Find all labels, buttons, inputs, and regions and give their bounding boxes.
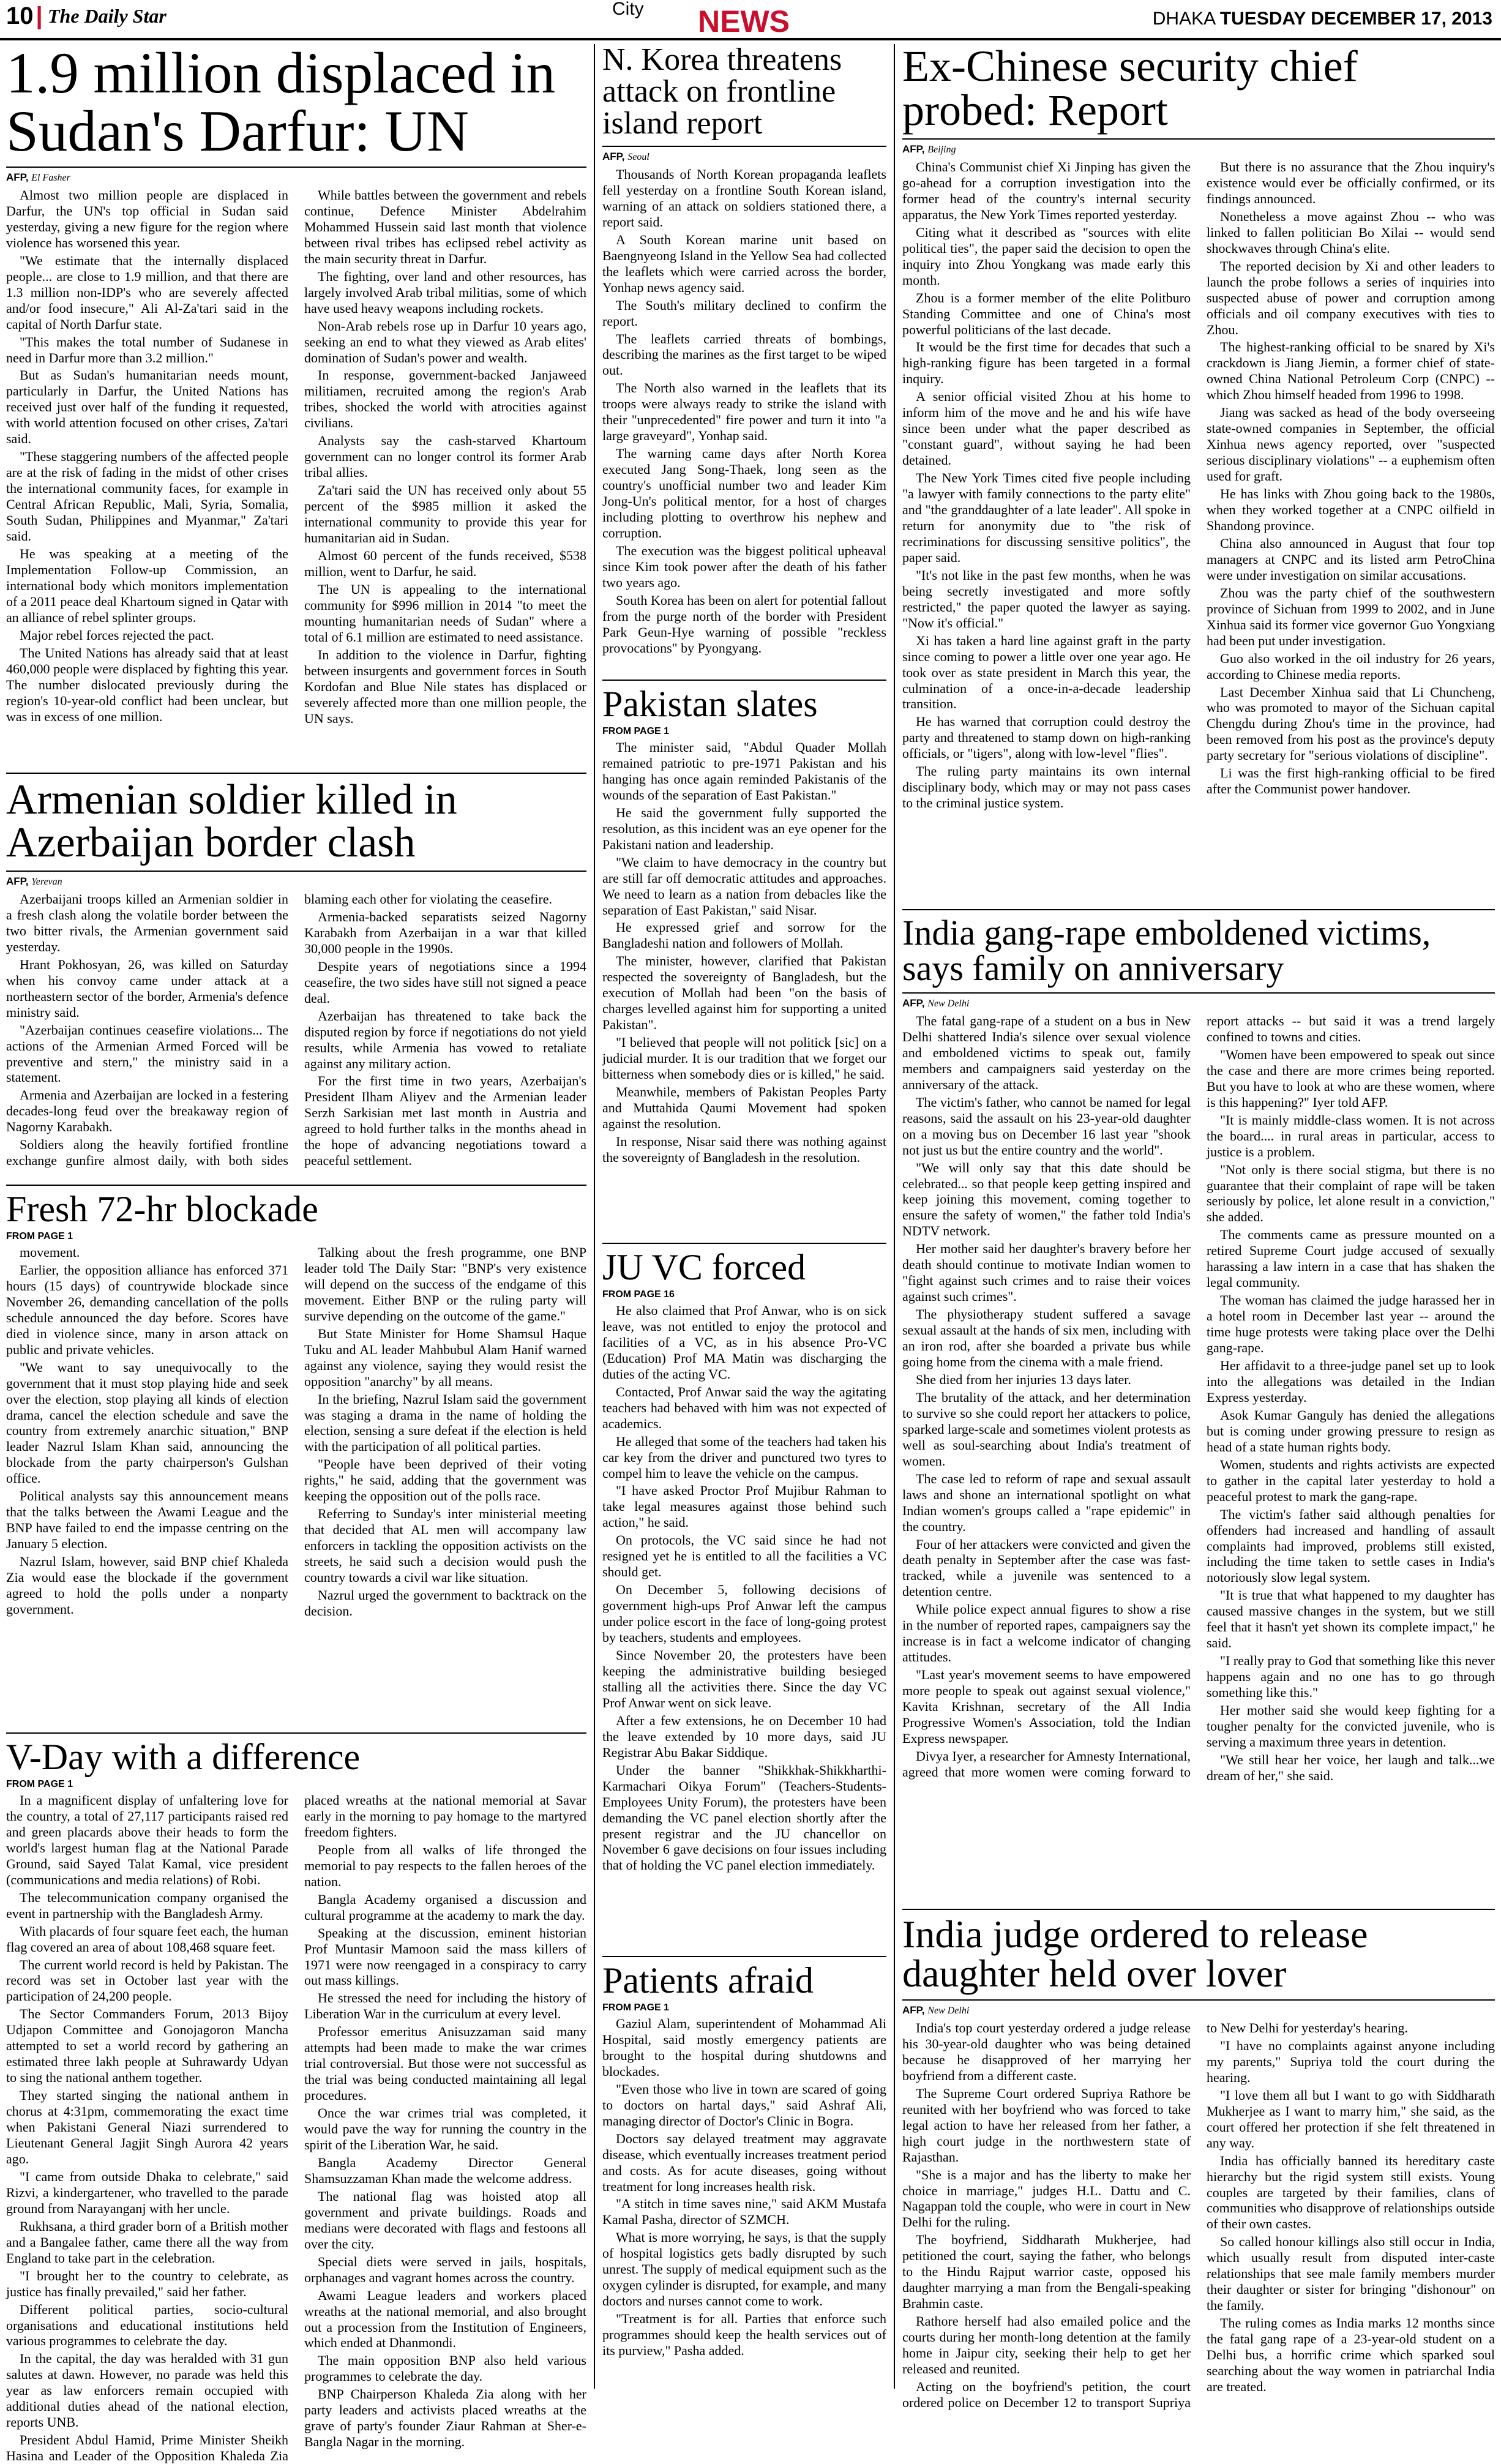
paragraph: "I have asked Proctor Prof Mujibur Rahman to take legal measures against those behind such action," he said. xyxy=(602,1483,886,1530)
paragraph: Nazrul urged the government to backtrack on the decision. xyxy=(304,1587,586,1619)
paragraph: Professor emeritus Anisuzzaman said many attempts had been made to make the war crimes trial controversial. But those were not successful as the trial was being conducted maintaining all legal procedures. xyxy=(304,2024,586,2103)
paragraph: Za'tari said the UN has received only about 55 percent of the $985 million it asked the international community to provide this year for humanitarian aid in Sudan. xyxy=(304,482,586,546)
headline: Ex-Chinese security chief probed: Report xyxy=(902,42,1358,135)
from-page: FROM PAGE 1 xyxy=(602,726,670,736)
paragraph: "I believed that people will not politick [sic] on a judicial murder. It is our tradition that we forget our bitterness when somebody dies or is killed," he said. xyxy=(602,1035,886,1082)
paragraph: Non-Arab rebels rose up in Darfur 10 years ago, seeking an end to what they viewed as Arab elites' domination of Sudan's power and wealth. xyxy=(304,318,586,365)
paragraph: President Abdul Hamid, Prime Minister Sheikh Hasina and Leader of the Opposition Khaleda Zia placed wreaths at the national memorial at Savar early in the morning to pay homage to the martyred freedom fighters. xyxy=(6,1792,586,2464)
paragraph: Earlier, the opposition alliance has enforced 371 hours (15 days) of countrywide blockade since November 26, demanding cancellation of the polls schedule announced the day before. Scores have died in violence since, many in arson attack on public and private vehicles. xyxy=(6,1262,288,1357)
paragraph: Xi has taken a hard line against graft in the party since coming to power a little over one year ago. He took over as state president in March this year, the culmination of a once-in-a-decade leadership transition. xyxy=(902,632,1191,712)
paragraph: Women, students and rights activists are expected to gather in the capital later yesterday to hold a peaceful protest to mark the gang-rape. xyxy=(1207,1456,1495,1504)
paragraph: The UN is appealing to the international community for $996 million in 2014 "to meet the mounting humanitarian needs of Sudan" where a total of 6.1 million are estimated to need assistance. xyxy=(304,581,586,645)
article-zhou xyxy=(902,44,1495,901)
headline: Armenian soldier killed in Azerbaijan border clash xyxy=(6,776,457,866)
paragraph: The New York Times cited five people including "a lawyer with family connections to the party elite" and "the granddaughter of a late leader". All spoke in return for anonymity due to "the risk of recriminations for discussing sensitive politics", the paper said. xyxy=(902,470,1191,565)
byline: AFP, New Delhi xyxy=(902,1999,1495,2017)
article-body xyxy=(602,2016,886,2359)
category-label: NEWS xyxy=(698,4,790,39)
paragraph: So called honour killings also still occur in India, which usually result from disputed inter-caste relationships that see male family members murder their daughter or sister for bringing "dishonour" on the family. xyxy=(1207,2234,1495,2313)
page-number: 10 | xyxy=(6,2,43,29)
paragraph: Soldiers along the heavily fortified frontline exchange gunfire almost daily, with both sides blaming each other for violating the ceasefire. xyxy=(6,891,552,1169)
article-india-judge xyxy=(902,1909,1495,2410)
paragraph: What is more worrying, he says, is that the supply of hospital logistics gets badly disrupted by such unrest. The supply of medical equipment such as the oxygen cylinder is disrupted, for example, and many doctors and nurses cannot come to work. xyxy=(602,2230,886,2309)
paragraph: "We still hear her voice, her laugh and talk...we dream of her," she said. xyxy=(1207,1751,1495,1783)
paragraph: Talking about the fresh programme, one BNP leader told The Daily Star: "BNP's very existence will depend on the success of the endgame of this movement. Either BNP or the ruling party will survive depending on the outcome of the game." xyxy=(304,1245,586,1324)
paragraph: It would be the first time for decades that such a high-ranking figure has been targeted in a formal inquiry. xyxy=(902,339,1191,387)
paragraph: The highest-ranking official to be snared by Xi's crackdown is Jiang Jiemin, a former chief of state-owned China National Petroleum Corp (CNPC) -- which Zhou himself headed from 1996 to 1998. xyxy=(1207,339,1495,403)
paragraph: But State Minister for Home Shamsul Haque Tuku and AL leader Mahbubul Alam Hanif warned against any violence, saying they would resist the opposition "anarchy" by all means. xyxy=(304,1325,586,1389)
article-korea xyxy=(602,44,886,656)
paragraph: A senior official visited Zhou at his home to inform him of the move and he and his wife have since been under what the paper described as "constant guard", without saying he had been detained. xyxy=(902,389,1191,468)
paragraph: They started singing the national anthem in chorus at 4:31pm, commemorating the exact time when Pakistani General Niazi surrendered to Lieutenant General Jagjit Singh Aurora 42 years ago. xyxy=(6,2088,288,2166)
paragraph: The ruling comes as India marks 12 months since the fatal gang rape of a 23-year-old student on a Delhi bus, a horrific crime which sparked soul searching about the way women in patriarchal India are treated. xyxy=(1207,2315,1495,2394)
paragraph: The reported decision by Xi and other leaders to launch the probe follows a series of inquiries into suspected abuse of power and corruption among officials and oil company executives with ties to Zhou. xyxy=(1207,258,1495,337)
headline: Fresh 72-hr blockade xyxy=(6,1189,318,1229)
column-rule xyxy=(894,44,895,2389)
column-rule xyxy=(594,44,595,2389)
paragraph: The North also warned in the leaflets that its troops were always ready to strike the island with their "unprecedented" fire power and turn it into "a large graveyard", Yonhap said. xyxy=(602,380,886,444)
paragraph: Jiang was sacked as head of the body overseeing state-owned companies in September, the official Xinhua news agency reported, over "suspected serious disciplinary violations" -- a euphemism often used for graft. xyxy=(1207,405,1495,484)
headline: JU VC forced xyxy=(602,1247,806,1287)
issue-date: DHAKA TUESDAY DECEMBER 17, 2013 xyxy=(1152,9,1492,29)
paragraph: On December 5, following decisions of government high-ups Prof Anwar left the campus under police escort in the face of long-going protest by teachers, students and employees. xyxy=(602,1582,886,1646)
paragraph: The main opposition BNP also held various programmes to celebrate the day. xyxy=(304,2353,586,2384)
article-body xyxy=(602,740,886,1166)
headline: India gang-rape emboldened victims, says family on anniversary xyxy=(902,913,1431,988)
paragraph: Speaking at the discussion, eminent historian Prof Muntasir Mamoon said the mass killers of 1971 were now reengaged in a conspiracy to carry out mass killings. xyxy=(304,1925,586,1988)
paragraph: He expressed grief and sorrow for the Bangladeshi nation and followers of Mollah. xyxy=(602,919,886,951)
paragraph: The current world record is held by Pakistan. The record was set in October last year with the participation of 24,200 people. xyxy=(6,1957,288,2004)
paragraph: While battles between the government and rebels continue, Defence Minister Abdelrahim Mohammed Hussein said last month that violence between rival tribes has eclipsed rebel activity as the main security threat in Darfur. xyxy=(304,187,586,266)
paragraph: The boyfriend, Siddharath Mukherjee, had petitioned the court, saying the father, who belongs to the Hindu Rajput warrior caste, opposed his daughter marrying a man from the Bengali-speaking Brahmin caste. xyxy=(902,2232,1191,2312)
paragraph: "Women have been empowered to speak out since the case and there are more crimes being reported. But you have to look at who are these women, where is this happening?" Iyer told AFP. xyxy=(1207,1046,1495,1110)
paragraph: Nazrul Islam, however, said BNP chief Khaleda Zia would ease the blockade if the government agreed to hold the polls under a nonparty government. xyxy=(6,1554,288,1617)
paragraph: Awami League leaders and workers placed wreaths at the national memorial, and also brought out a procession from the Institution of Engineers, which ended at Dhanmondi. xyxy=(304,2287,586,2351)
paragraph: Referring to Sunday's inter ministerial meeting that decided that AL men will accompany law enforcers in tackling the opposition activists on the streets, he said such a decision would push the country towards a civil war like situation. xyxy=(304,1506,586,1586)
paragraph: "Last year's movement seems to have empowered more people to speak out against sexual violence," Kavita Krishnan, secretary of the All India Progressive Women's Association, told the Indian Express newspaper. xyxy=(902,1667,1191,1746)
paragraph: People from all walks of life thronged the memorial to pay respects to the fallen heroes of the nation. xyxy=(304,1841,586,1889)
paragraph: In addition to the violence in Darfur, fighting between insurgents and government forces in South Kordofan and Blue Nile states has displaced or severely affected more than one million people, the UN says. xyxy=(304,646,586,726)
paragraph: Armenia and Azerbaijan are locked in a festering decades-long feud over the breakaway region of Nagorny Karabakh. xyxy=(6,1087,288,1135)
paragraph: Four of her attackers were convicted and given the death penalty in September after the case was fast-tracked, while a juvenile was sentenced to a detention centre. xyxy=(902,1536,1191,1600)
paragraph: He said the government fully supported the resolution, as this incident was an eye opener for the Pakistani nation and leadership. xyxy=(602,804,886,852)
paragraph: "A stitch in time saves nine," said AKM Mustafa Kamal Pasha, director of SZMCH. xyxy=(602,2196,886,2228)
article-pakistan xyxy=(602,680,886,1249)
headline: Pakistan slates xyxy=(602,684,818,724)
paragraph: The United Nations has already said that at least 460,000 people were displaced by fighting this year. The number dislocated previously during the region's 10-year-old conflict had been unclear, but was in excess of one million. xyxy=(6,645,288,724)
paragraph: In a magnificent display of unfaltering love for the country, a total of 27,117 participants raised red and green placards above their heads to form the world's largest human flag at the National Parade Ground, said Sayed Talat Kamal, vice president (communications and media relations) of Robi. xyxy=(6,1792,288,1887)
paragraph: Last December Xinhua said that Li Chuncheng, who was promoted to mayor of the Sichuan capital Chengdu during Zhou's time in the province, had been removed from his post as the province's deputy party secretary for "serious violations of discipline". xyxy=(1207,684,1495,763)
paragraph: Despite years of negotiations since a 1994 ceasefire, the two sides have still not signed a peace deal. xyxy=(304,958,586,1006)
paragraph: But as Sudan's humanitarian needs mount, particularly in Darfur, the United Nations has received just over half of the funding it requested, with world attention focused on other crises, Za'tari said. xyxy=(6,367,288,447)
headline: India judge ordered to release daughter held over lover xyxy=(902,1912,1368,1995)
paragraph: The fighting, over land and other resources, has largely involved Arab tribal militias, some of which have used heavy weapons including rockets. xyxy=(304,268,586,316)
paragraph: In response, Nisar said there was nothing against the sovereignty of Bangladesh in the resolution. xyxy=(602,1133,886,1165)
paragraph: "I brought her to the country to celebrate, as justice has finally prevailed," said her father. xyxy=(6,2267,288,2299)
paragraph: Major rebel forces rejected the pact. xyxy=(20,627,214,643)
paragraph: Thousands of North Korean propaganda leaflets fell yesterday on a frontline South Korean island, warning of an attack on soldiers stationed there, a report said. xyxy=(602,167,886,230)
paragraph: BNP Chairperson Khaleda Zia along with her party leaders and activists placed wreaths at the grave of party's founder Ziaur Rahman at Sher-e-Bangla Nagar in the morning. xyxy=(304,2386,586,2450)
paragraph: Her mother said she would keep fighting for a tougher penalty for the convicted juvenile, who is serving a maximum three years in detention. xyxy=(1207,1702,1495,1750)
paragraph: India has officially banned its hereditary caste hierarchy but the rigid system still exists. Young couples are targeted by their families, clans of communities who disapprove of relationships outside of their own castes. xyxy=(1207,2152,1495,2232)
paragraph: Different political parties, socio-cultural organisations and educational institutions held various programmes to celebrate the day. xyxy=(6,2301,288,2349)
paragraph: "We claim to have democracy in the country but are still far off democratic attitudes and approaches. We need to learn as a nation from debacles like the separation of East Pakistan," said Nisar. xyxy=(602,854,886,918)
paragraph: While police expect annual figures to show a rise in the number of reported rapes, campaigners say the increase is in fact a welcome indicator of changing attitudes. xyxy=(902,1601,1191,1665)
paragraph: Doctors say delayed treatment may aggravate disease, which eventually increases treatment period and costs. As for acute diseases, going without treatment for long increases health risk. xyxy=(602,2130,886,2194)
article-vday xyxy=(6,1732,586,2464)
paragraph: On protocols, the VC said since he had not resigned yet he is entitled to all the facilities a VC should get. xyxy=(602,1532,886,1580)
article-body xyxy=(902,2020,1495,2411)
article-ju-vc xyxy=(602,1243,886,1953)
paragraph: South Korea has been on alert for potential fallout from the purge north of the border with President Park Geun-Hye warning of possible "reckless provocations" by Pyongyang. xyxy=(602,592,886,656)
paragraph: But there is no assurance that the Zhou inquiry's existence would ever be officially confirmed, or its findings announced. xyxy=(1207,159,1495,206)
paragraph: The fatal gang-rape of a student on a bus in New Delhi shattered India's silence over sexual violence and emboldened victims to speak out, family members and campaigners said yesterday on the anniversary of the attack. xyxy=(902,1013,1191,1092)
paragraph: Analysts say the cash-starved Khartoum government can no longer control its former Arab tribal allies. xyxy=(304,433,586,481)
paragraph: "Treatment is for all. Parties that enforce such programmes should keep the health services out of its purview," Pasha added. xyxy=(602,2311,886,2359)
paragraph: He also claimed that Prof Anwar, who is on sick leave, was not entitled to enjoy the protocol and facilities of a VC, as in his absence Pro-VC (Education) Prof MA Matin was discharging the duties of the acting VC. xyxy=(602,1303,886,1382)
paragraph: The execution was the biggest political upheaval since Kim took power after the death of his father two years ago. xyxy=(602,542,886,590)
paragraph: Almost 60 percent of the funds received, $538 million, went to Darfur, he said. xyxy=(304,547,586,579)
paragraph: "We will only say that this date should be celebrated... so that people keep getting inspired and keep joining this movement, coming together to ensure the safety of women," the father told India's NDTV network. xyxy=(902,1159,1191,1239)
paragraph: The warning came days after North Korea executed Jang Song-Thaek, long seen as the country's unofficial number two and leader Kim Jong-Un's political mentor, for a host of charges including plotting to overthrow his nephew and corruption. xyxy=(602,446,886,541)
paragraph: "Not only is there social stigma, but there is no guarantee that their complaint of rape will be taken seriously by police, let alone result in a conviction," she added. xyxy=(1207,1161,1495,1225)
paragraph: The brutality of the attack, and her determination to survive so she could report her attackers to police, sparked large-scale and sometimes violent protests as well as soul-searching about India's treatment of women. xyxy=(902,1389,1191,1469)
paragraph: Divya Iyer, a researcher for Amnesty International, agreed that more women were coming forward to report attacks -- but said it was a trend largely confined to towns and cities. xyxy=(902,1013,1495,1780)
paragraph: "It is true that what happened to my daughter has caused massive changes in the system, but we still feel that it hasn't yet shown its complete impact," he said. xyxy=(1207,1587,1495,1651)
paragraph: The victim's father, who cannot be named for legal reasons, said the assault on his 23-year-old daughter on a moving bus on December 16 last year "shook not just us but the entire country and the world". xyxy=(902,1094,1191,1158)
paragraph: "These staggering numbers of the affected people are at the risk of fading in the midst of other crises the international community faces, for example in Central African Republic, Mali, Syria, Somalia, South Sudan, Philippines and Myanmar," Za'tari said. xyxy=(6,449,288,544)
paragraph: Rukhsana, a third grader born of a British mother and a Bangalee father, came there all the way from England to take part in the celebration. xyxy=(6,2218,288,2266)
article-gangrape xyxy=(902,909,1495,1907)
paragraph: The leaflets carried threats of bombings, describing the marines as the first target to be wiped out. xyxy=(602,331,886,378)
headline: N. Korea threatens attack on frontline island report xyxy=(602,42,842,141)
paragraph: He was speaking at a meeting of the Implementation Follow-up Commission, an international body which monitors implementation of a 2011 peace deal Khartoum signed in Qatar with an alliance of rebel splinter groups. xyxy=(6,545,288,625)
paragraph: Rathore herself had also emailed police and the courts during her month-long detention at the family home in Jaipur city, seeking their help to get her released and reunited. xyxy=(902,2313,1191,2377)
article-body xyxy=(6,891,586,1170)
paragraph: "I came from outside Dhaka to celebrate," said Rizvi, a kindergartener, who travelled to the parade ground from Narayanganj with her uncle. xyxy=(6,2168,288,2216)
from-page: FROM PAGE 1 xyxy=(6,1231,73,1241)
byline: AFP, Beijing xyxy=(902,138,1495,155)
masthead: The Daily Star xyxy=(48,5,167,27)
byline: AFP, New Delhi xyxy=(902,992,1495,1009)
paragraph: The comments came as pressure mounted on a retired Supreme Court judge accused of sexually harassing a law intern in a case that has shaken the legal community. xyxy=(1207,1227,1495,1290)
paragraph: India's top court yesterday ordered a judge release his 30-year-old daughter who was being detained because he disapproved of her marrying her boyfriend from a different caste. xyxy=(902,2020,1191,2083)
paragraph: The woman has claimed the judge harassed her in a hotel room in December last year -- around the time huge protests were taking place over the Delhi gang-rape. xyxy=(1207,1292,1495,1356)
paragraph: Contacted, Prof Anwar said the way the agitating teachers had behaved with him was not expected of academics. xyxy=(602,1384,886,1431)
paragraph: After a few extensions, he on December 10 had the leave extended by 10 more days, said JU Registrar Abu Bakar Siddique. xyxy=(602,1712,886,1760)
paragraph: China also announced in August that four top managers at CNPC and its listed arm PetroChina were under investigation on similar accusations. xyxy=(1207,535,1495,583)
paragraph: He alleged that some of the teachers had taken his car key from the driver and punctured two tyres to compel him to leave the vehicle on the campus. xyxy=(602,1433,886,1481)
paragraph: The case led to reform of rape and sexual assault laws and shone an international spotlight on what Indian women's groups called a "rape epidemic" in the country. xyxy=(902,1470,1191,1534)
paragraph: A South Korean marine unit based on Baengnyeong Island in the Yellow Sea had collected the leaflets which were carried across the border, Yonhap news agency said. xyxy=(602,231,886,295)
paragraph: Hrant Pokhosyan, 26, was killed on Saturday when his convoy came under attack at a northeastern sector of the border, Armenia's defence ministry said. xyxy=(6,956,288,1020)
paragraph: The South's military declined to confirm the report. xyxy=(602,297,886,329)
paragraph: Acting on the boyfriend's petition, the court ordered police on December 12 to transport Supriya to New Delhi for yesterday's hearing. xyxy=(902,2020,1408,2410)
paragraph: "People have been deprived of their voting rights," he said, adding that the government was keeping the opposition out of the polls race. xyxy=(304,1456,586,1504)
article-body xyxy=(6,1792,586,2464)
paragraph: The Sector Commanders Forum, 2013 Bijoy Udjapon Committee and Gonojagoron Mancha attempted to set a world record by gathering an estimated three lakh people at Suhrawardy Udyan to sing the national anthem together. xyxy=(6,2006,288,2086)
article-darfur xyxy=(6,40,586,760)
paragraph: Bangla Academy Director General Shamsuzzaman Khan made the welcome address. xyxy=(304,2154,586,2186)
paragraph: Her mother said her daughter's bravery before her death should continue to motivate Indian women to "fight against such crimes and to raise their voices against such crimes". xyxy=(902,1241,1191,1305)
paragraph: Asok Kumar Ganguly has denied the allegations but is coming under growing pressure to resign as head of a state human rights body. xyxy=(1207,1407,1495,1455)
paragraph: Citing what it described as "sources with elite political ties", the paper said the decision to open the inquiry into Zhou Yongkang was made early this month. xyxy=(902,224,1191,288)
article-armenia xyxy=(6,773,586,1183)
paragraph: The minister said, "Abdul Quader Mollah remained patriotic to pre-1971 Pakistan and his hanging has once again reminded Pakistanis of the wounds of the separation of East Pakistan." xyxy=(602,740,886,803)
article-body xyxy=(6,187,586,727)
paragraph: He has links with Zhou going back to the 1980s, when they worked together at a CNPC oilfield in Shandong province. xyxy=(1207,486,1495,533)
paragraph: "This makes the total number of Sudanese in need in Darfur more than 3.2 million." xyxy=(6,334,288,365)
paragraph: Azerbaijan has threatened to take back the disputed region by force if negotiations do not yield results, while Armenia has vowed to retaliate against any military action. xyxy=(304,1008,586,1071)
paragraph: Nonetheless a move against Zhou -- who was linked to fallen politician Bo Xilai -- would send shockwaves through China's elite. xyxy=(1207,208,1495,256)
paragraph: "It is mainly middle-class women. It is not across the board.... in rural areas in particular, access to justice is a problem. xyxy=(1207,1112,1495,1159)
paragraph: Zhou is a former member of the elite Politburo Standing Committee and one of China's most powerful politicians of the last decade. xyxy=(902,290,1191,337)
headline: 1.9 million displaced in Sudan's Darfur: UN xyxy=(6,40,556,163)
paragraph: He has warned that corruption could destroy the party and threatened to stamp down on high-ranking officials, or "tigers", along with low-level "flies". xyxy=(902,714,1191,762)
paragraph: He stressed the need for including the history of Liberation War in the curriculum at every level. xyxy=(304,1990,586,2022)
paragraph: The telecommunication company organised the event in partnership with the Bangladesh Army. xyxy=(6,1889,288,1921)
paragraph: Zhou was the party chief of the southwestern province of Sichuan from 1999 to 2002, and in June Xinhua said its former vice governor Guo Yongxiang had been put under investigation. xyxy=(1207,585,1495,648)
paragraph: Li was the first high-ranking official to be fired after the Communist power handover. xyxy=(1207,765,1495,797)
byline: AFP, Yerevan xyxy=(6,871,586,888)
paragraph: Bangla Academy organised a discussion and cultural programme at the academy to mark the day. xyxy=(304,1891,586,1923)
paragraph: In response, government-backed Janjaweed militiamen, recruited among the region's Arab tribes, shocked the world with atrocities against civilians. xyxy=(304,367,586,431)
paragraph: movement. xyxy=(20,1245,80,1260)
paragraph: Once the war crimes trial was completed, it would pave the way for running the country in the spirit of the Liberation War, he said. xyxy=(304,2105,586,2153)
byline: AFP, Seoul xyxy=(602,146,886,163)
paragraph: She died from her injuries 13 days later. xyxy=(916,1371,1131,1387)
paragraph: In the briefing, Nazrul Islam said the government was staging a drama in the name of holding the election, sensing a sure defeat if the election is held with the participation of all political parties. xyxy=(304,1391,586,1455)
paragraph: Gaziul Alam, superintendent of Mohammad Ali Hospital, said mostly emergency patients are brought to the hospital during shutdowns and blockades. xyxy=(602,2016,886,2079)
paragraph: "I really pray to God that something like this never happens again and no one has to go through something like this." xyxy=(1207,1653,1495,1701)
headline: Patients afraid xyxy=(602,1960,814,2001)
paragraph: The minister, however, clarified that Pakistan respected the sovereignty of Bangladesh, but the execution of Mollah had been "on the basis of charges levelled against him for supporting a united Pakistan". xyxy=(602,953,886,1033)
paragraph: Her affidavit to a three-judge panel set up to look into the allegations was detailed in the Indian Express yesterday. xyxy=(1207,1358,1495,1405)
byline: AFP, El Fasher xyxy=(6,167,586,184)
paragraph: The Supreme Court ordered Supriya Rathore be reunited with her boyfriend who was forced to take legal action to have her released from her father, a high court judge in the northwestern state of Rajasthan. xyxy=(902,2085,1191,2165)
headline: V-Day with a difference xyxy=(6,1737,361,1777)
paragraph: Guo also worked in the oil industry for 26 years, according to Chinese media reports. xyxy=(1207,650,1495,682)
paragraph: Since November 20, the protesters have been keeping the administrative building besieged stalling all the activities there. Since the day VC Prof Anwar went on sick leave. xyxy=(602,1647,886,1710)
article-patients xyxy=(602,1956,886,2400)
article-body xyxy=(902,1013,1495,1784)
paragraph: "We estimate that the internally displaced people... are close to 1.9 million, and that there are 1.3 million non-IDP's who are severely affected and/or food insecure," Ali Al-Za'tari said in the capital of North Darfur state. xyxy=(6,252,288,332)
paragraph: Under the banner "Shikkhak-Shikkharthi-Karmachari Oikya Forum" (Teachers-Students-Employees Unity Forum), the protesters have been demanding the VC panel election shortly after the present registrar and the JU chancellor on November 6 gave decisions on four issues including that of holding the VC panel election immediately. xyxy=(602,1762,886,1873)
article-body xyxy=(902,159,1495,811)
from-page: FROM PAGE 16 xyxy=(602,1289,675,1300)
paragraph: Azerbaijani troops killed an Armenian soldier in a fresh clash along the volatile border between the two bitter rivals, the Armenian government said yesterday. xyxy=(6,891,288,954)
paragraph: "She is a major and has the liberty to make her choice in marriage," judges H.L. Dattu and C. Nagappan told the couple, who were in court in New Delhi for the ruling. xyxy=(902,2166,1191,2230)
paragraph: The physiotherapy student suffered a savage sexual assault at the hands of six men, including with an iron rod, after she boarded a private bus while going home from the cinema with a male friend. xyxy=(902,1306,1191,1370)
paragraph: The ruling party maintains its own internal disciplinary body, which may or may not pass cases to the criminal justice system. xyxy=(902,763,1191,811)
page-header xyxy=(0,0,1501,40)
from-page: FROM PAGE 1 xyxy=(602,2002,670,2013)
paragraph: China's Communist chief Xi Jinping has given the go-ahead for a corruption investigation into the former head of the country's internal security apparatus, the New York Times reported yesterday. xyxy=(902,159,1191,222)
section-label: City xyxy=(612,0,644,19)
paragraph: "We want to say unequivocally to the government that it must stop playing hide and seek over the election, stop playing all kinds of election drama, cancel the election schedule and save the country from extremely anarchic situation," BNP leader Nazrul Islam Khan said, announcing the blockade from the party chairperson's Gulshan office. xyxy=(6,1359,288,1486)
paragraph: With placards of four square feet each, the human flag covered an area of about 108,468 square feet. xyxy=(6,1923,288,1955)
paragraph: The victim's father said although penalties for offenders had increased and handling of assault complaints had improved, problems still existed, including the time taken to settle cases in India's notoriously slow legal system. xyxy=(1207,1506,1495,1586)
paragraph: "It's not like in the past few months, when he was being secretly investigated and more softly restricted," the paper quoted the lawyer as saying. "Now it's official." xyxy=(902,567,1191,631)
paragraph: Almost two million people are displaced in Darfur, the UN's top official in Sudan said yesterday, giving a new figure for the region where violence has worsened this year. xyxy=(6,187,288,250)
paragraph: Special diets were served in jails, hospitals, orphanages and vagrant homes across the country. xyxy=(304,2253,586,2285)
paragraph: "I have no complaints against anyone including my parents," Supriya told the court during the hearing. xyxy=(1207,2037,1495,2085)
article-body xyxy=(602,167,886,656)
article-body xyxy=(6,1245,586,1620)
paragraph: Political analysts say this announcement means that the talks between the Awami League and the BNP have failed to end the impasse centring on the January 5 election. xyxy=(6,1488,288,1552)
paragraph: "I love them all but I want to go with Siddharath Mukherjee as I want to marry him," she said, as the court offered her protection if she felt threatened in any way. xyxy=(1207,2087,1495,2151)
paragraph: In the capital, the day was heralded with 31 gun salutes at dawn. However, no parade was held this year as law enforcers remain occupied with additional duties ahead of the national election, reports UNB. xyxy=(6,2351,288,2430)
from-page: FROM PAGE 1 xyxy=(6,1779,73,1789)
article-body xyxy=(602,1303,886,1873)
paragraph: Meanwhile, members of Pakistan Peoples Party and Muttahida Qaumi Movement had spoken against the resolution. xyxy=(602,1084,886,1131)
paragraph: Armenia-backed separatists seized Nagorny Karabakh from Azerbaijan in a war that killed 30,000 people in the 1990s. xyxy=(304,908,586,956)
paragraph: The national flag was hoisted atop all government and private buildings. Roads and medians were decorated with flags and festoons all over the city. xyxy=(304,2188,586,2252)
paragraph: For the first time in two years, Azerbaijan's President Ilham Aliyev and the Armenian leader Serzh Sarkisian met last month in Austria and agreed to hold further talks in the months ahead in the hope of advancing negotiations toward a peaceful settlement. xyxy=(304,1073,586,1169)
article-blockade xyxy=(6,1185,586,1729)
paragraph: "Even those who live in town are scared of going to doctors on hartal days," said Ashraf Ali, managing director of Doctor's Clinic in Bogra. xyxy=(602,2081,886,2129)
paragraph: "Azerbaijan continues ceasefire violations... The actions of the Armenian Armed Forced will be preventive and stern," the ministry said in a statement. xyxy=(6,1022,288,1085)
